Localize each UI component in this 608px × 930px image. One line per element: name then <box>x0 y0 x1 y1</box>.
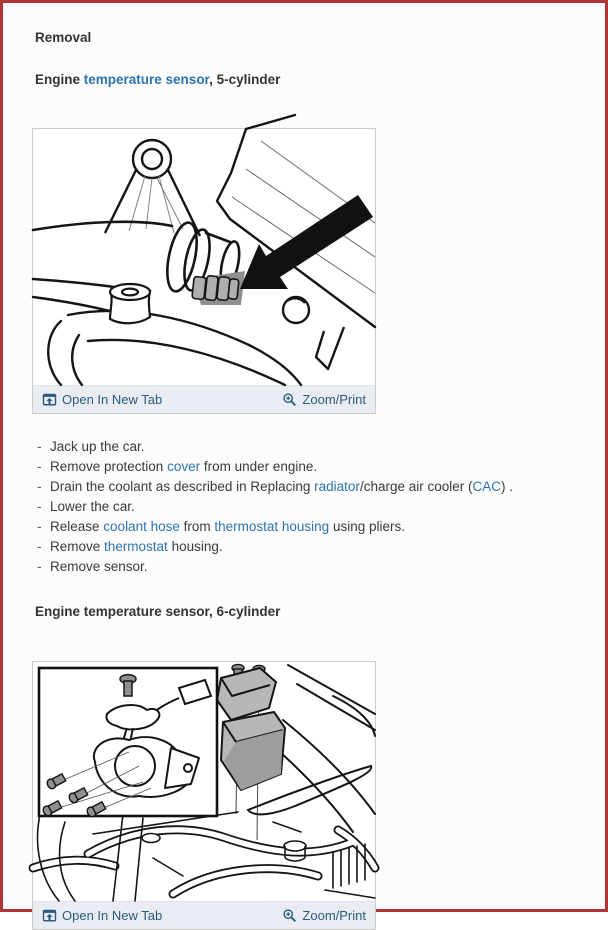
figure-toolbar <box>33 385 375 413</box>
figure-panel-6cyl <box>32 661 376 930</box>
text-segment: /charge air cooler ( <box>359 479 473 494</box>
open-in-new-tab-icon <box>42 392 57 407</box>
open-in-new-tab-button[interactable] <box>42 392 162 407</box>
figure-illustration-5cyl <box>33 129 375 385</box>
list-item <box>37 477 577 497</box>
list-item <box>37 457 577 477</box>
open-in-new-tab-label: Open In New Tab <box>62 908 163 923</box>
list-item <box>37 557 577 577</box>
open-in-new-tab-label: Open In New Tab <box>62 392 163 407</box>
text-segment: Remove protection <box>50 459 168 474</box>
figure-illustration-6cyl <box>33 662 375 901</box>
text-segment: , 5-cylinder <box>209 72 281 87</box>
text-segment: Remove <box>50 539 105 554</box>
magnifier-plus-icon <box>282 392 297 407</box>
inline-link[interactable]: cover <box>167 459 201 474</box>
step-list <box>32 437 577 577</box>
inline-link[interactable]: thermostat <box>104 539 168 554</box>
inline-link[interactable]: CAC <box>472 479 502 494</box>
text-segment: using pliers. <box>329 519 405 534</box>
figure-toolbar <box>33 901 375 929</box>
inline-link[interactable]: temperature sensor <box>83 72 210 87</box>
inline-link[interactable]: coolant hose <box>103 519 180 534</box>
zoom-print-button[interactable] <box>282 392 366 407</box>
open-in-new-tab-icon <box>42 908 57 923</box>
figure-panel-5cyl <box>32 128 376 414</box>
list-item <box>37 437 577 457</box>
list-item <box>37 497 577 517</box>
text-segment: from <box>179 519 215 534</box>
zoom-print-label: Zoom/Print <box>302 908 366 923</box>
list-item <box>37 517 577 537</box>
text-segment: Drain the coolant as described in Replacing <box>50 479 315 494</box>
text-segment: from under engine. <box>200 459 318 474</box>
text-segment: Engine <box>35 72 84 87</box>
inline-link[interactable]: thermostat housing <box>214 519 330 534</box>
magnifier-plus-icon <box>282 908 297 923</box>
zoom-print-button[interactable] <box>282 908 366 923</box>
article-body <box>3 3 605 930</box>
heading-6-cylinder: Engine temperature sensor, 6-cylinder <box>35 604 281 619</box>
text-segment: ) . <box>501 479 514 494</box>
list-item <box>37 537 577 557</box>
section-title-removal: Removal <box>35 30 92 45</box>
text-segment: Lower the car. <box>50 499 135 514</box>
heading-5-cylinder <box>35 72 577 87</box>
text-segment: Release <box>50 519 104 534</box>
zoom-print-label: Zoom/Print <box>302 392 366 407</box>
text-segment: Jack up the car. <box>50 439 145 454</box>
text-segment: Remove sensor. <box>50 559 148 574</box>
open-in-new-tab-button[interactable] <box>42 908 162 923</box>
text-segment: housing. <box>167 539 223 554</box>
inline-link[interactable]: radiator <box>314 479 360 494</box>
